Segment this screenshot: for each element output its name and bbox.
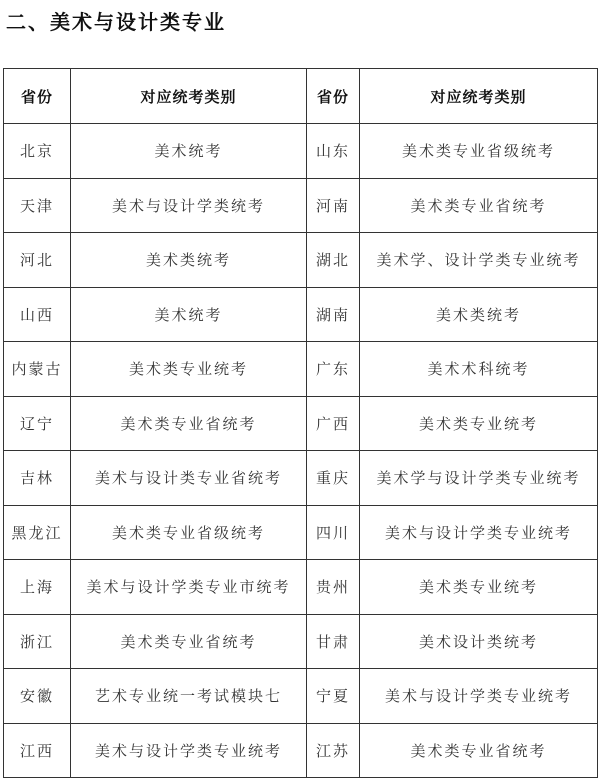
category-left-cell: 美术类专业省统考 [71, 396, 307, 451]
category-right-cell: 美术类统考 [360, 287, 598, 342]
header-province-left: 省份 [4, 69, 71, 124]
province-left-cell: 北京 [4, 124, 71, 179]
table-row [4, 396, 598, 451]
category-right-cell: 美术与设计学类专业统考 [360, 505, 598, 560]
province-right-cell: 宁夏 [307, 669, 360, 724]
province-left-cell: 河北 [4, 233, 71, 288]
province-left-cell: 浙江 [4, 614, 71, 669]
header-category-left: 对应统考类别 [71, 69, 307, 124]
province-left-cell: 黑龙江 [4, 505, 71, 560]
table-row [4, 560, 598, 615]
table-row [4, 233, 598, 288]
province-left-cell: 山西 [4, 287, 71, 342]
table-row [4, 614, 598, 669]
section-heading: 二、美术与设计类专业 [6, 10, 226, 34]
category-right-cell: 美术学与设计学类专业统考 [360, 451, 598, 506]
province-left-cell: 江西 [4, 723, 71, 778]
province-left-cell: 上海 [4, 560, 71, 615]
header-province-right: 省份 [307, 69, 360, 124]
province-right-cell: 江苏 [307, 723, 360, 778]
art-design-exam-table [3, 68, 598, 778]
category-left-cell: 美术与设计学类专业市统考 [71, 560, 307, 615]
province-right-cell: 湖北 [307, 233, 360, 288]
table-row [4, 124, 598, 179]
province-right-cell: 重庆 [307, 451, 360, 506]
category-left-cell: 美术与设计类专业省统考 [71, 451, 307, 506]
province-left-cell: 天津 [4, 178, 71, 233]
province-right-cell: 河南 [307, 178, 360, 233]
table-row [4, 505, 598, 560]
table-row [4, 342, 598, 397]
category-right-cell: 美术设计类统考 [360, 614, 598, 669]
category-left-cell: 美术统考 [71, 287, 307, 342]
header-category-right: 对应统考类别 [360, 69, 598, 124]
province-left-cell: 辽宁 [4, 396, 71, 451]
province-left-cell: 安徽 [4, 669, 71, 724]
category-left-cell: 美术与设计学类专业统考 [71, 723, 307, 778]
province-right-cell: 四川 [307, 505, 360, 560]
province-right-cell: 湖南 [307, 287, 360, 342]
table-row [4, 669, 598, 724]
category-left-cell: 美术类专业统考 [71, 342, 307, 397]
category-left-cell: 美术类专业省级统考 [71, 505, 307, 560]
category-right-cell: 美术类专业统考 [360, 396, 598, 451]
category-left-cell: 美术与设计学类统考 [71, 178, 307, 233]
table-row [4, 287, 598, 342]
table-header-row [4, 69, 598, 124]
province-left-cell: 内蒙古 [4, 342, 71, 397]
category-left-cell: 艺术专业统一考试模块七 [71, 669, 307, 724]
category-right-cell: 美术术科统考 [360, 342, 598, 397]
province-right-cell: 甘肃 [307, 614, 360, 669]
category-right-cell: 美术学、设计学类专业统考 [360, 233, 598, 288]
category-left-cell: 美术统考 [71, 124, 307, 179]
category-left-cell: 美术类统考 [71, 233, 307, 288]
category-right-cell: 美术类专业统考 [360, 560, 598, 615]
category-right-cell: 美术类专业省统考 [360, 723, 598, 778]
table-row [4, 723, 598, 778]
province-right-cell: 广西 [307, 396, 360, 451]
province-right-cell: 广东 [307, 342, 360, 397]
category-right-cell: 美术类专业省级统考 [360, 124, 598, 179]
table-row [4, 451, 598, 506]
province-right-cell: 山东 [307, 124, 360, 179]
category-left-cell: 美术类专业省统考 [71, 614, 307, 669]
province-right-cell: 贵州 [307, 560, 360, 615]
category-right-cell: 美术类专业省统考 [360, 178, 598, 233]
province-left-cell: 吉林 [4, 451, 71, 506]
table-row [4, 178, 598, 233]
category-right-cell: 美术与设计学类专业统考 [360, 669, 598, 724]
